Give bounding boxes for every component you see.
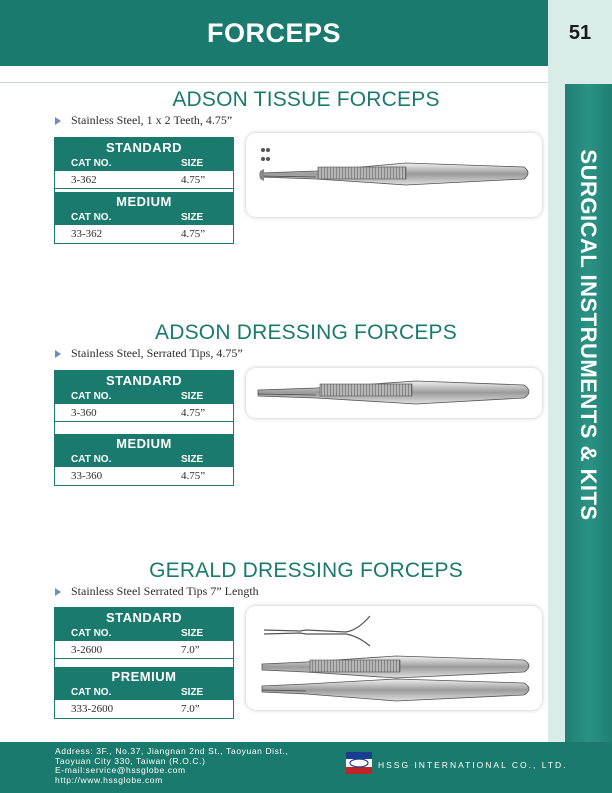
- cat-no-value: 33-362: [71, 228, 103, 240]
- website-link[interactable]: http://www.hssglobe.com: [55, 774, 163, 785]
- size-header: SIZE: [181, 391, 204, 402]
- section-title: GERALD DRESSING FORCEPS: [149, 559, 463, 582]
- product-image-adson-tissue: [246, 133, 542, 217]
- spec-table: [54, 370, 234, 486]
- column-header-row: [55, 390, 233, 404]
- size-header: SIZE: [181, 158, 204, 169]
- table-row: [55, 404, 233, 422]
- grade-header: PREMIUM: [55, 667, 233, 686]
- spec-table: [54, 137, 234, 244]
- column-header-row: [55, 157, 233, 171]
- bullet-icon: [55, 588, 61, 596]
- table-row: [55, 467, 233, 485]
- cat-no-header: CAT NO.: [71, 687, 112, 698]
- company-name: HSSG INTERNATIONAL CO., LTD.: [378, 760, 568, 770]
- section-title: ADSON DRESSING FORCEPS: [155, 321, 457, 344]
- email-link[interactable]: E-mail:service@hssglobe.com: [55, 765, 186, 775]
- cat-no-header: CAT NO.: [71, 212, 112, 223]
- spec-table: [54, 607, 234, 719]
- size-value: 4.75”: [181, 470, 206, 482]
- product-image-gerald-dressing: [246, 606, 542, 710]
- section-title: ADSON TISSUE FORCEPS: [172, 88, 440, 111]
- company-logo-icon: [346, 752, 372, 774]
- table-row: [55, 641, 233, 659]
- size-value: 4.75”: [181, 174, 206, 186]
- size-value: 7.0”: [181, 703, 200, 715]
- table-row: [55, 700, 233, 718]
- grade-header: STANDARD: [55, 371, 233, 390]
- forceps-illustration: [246, 606, 542, 710]
- address-line: Address: 3F., No.37, Jiangnan 2nd St., Taoyuan Dist.,: [55, 746, 289, 756]
- cat-no-value: 33-360: [71, 470, 103, 482]
- cat-no-header: CAT NO.: [71, 391, 112, 402]
- address-line: Taoyuan City 330, Taiwan (R.O.C.): [55, 755, 206, 766]
- group-gap: [55, 659, 233, 667]
- cat-no-value: 3-360: [71, 407, 97, 419]
- page-number: 51: [568, 22, 592, 44]
- forceps-illustration: [246, 368, 542, 418]
- bullet-icon: [55, 117, 61, 125]
- product-description-text: Stainless Steel Serrated Tips 7” Length: [71, 584, 259, 598]
- grade-header: STANDARD: [55, 608, 233, 627]
- grade-header: STANDARD: [55, 138, 233, 157]
- cat-no-header: CAT NO.: [71, 628, 112, 639]
- size-header: SIZE: [181, 687, 204, 698]
- cat-no-header: CAT NO.: [71, 454, 112, 465]
- size-value: 4.75”: [181, 407, 206, 419]
- cat-no-header: CAT NO.: [71, 158, 112, 169]
- size-value: 4.75”: [181, 228, 206, 240]
- column-header-row: [55, 453, 233, 467]
- product-description: [55, 346, 243, 361]
- column-header-row: [55, 686, 233, 700]
- page-title: FORCEPS: [206, 18, 342, 48]
- product-description: [55, 113, 232, 128]
- footer-address: [55, 747, 288, 785]
- product-image-adson-dressing: [246, 368, 542, 418]
- forceps-illustration: [246, 133, 542, 217]
- column-header-row: [55, 627, 233, 641]
- grade-header: MEDIUM: [55, 192, 233, 211]
- size-value: 7.0”: [181, 644, 200, 656]
- table-row: [55, 171, 233, 189]
- sidebar-category-label: SURGICAL INSTRUMENTS & KITS: [576, 149, 601, 521]
- product-description-text: Stainless Steel, 1 x 2 Teeth, 4.75”: [71, 113, 233, 127]
- column-header-row: [55, 211, 233, 225]
- product-description: [55, 584, 259, 599]
- bullet-icon: [55, 350, 61, 358]
- table-row: [55, 225, 233, 243]
- size-header: SIZE: [181, 212, 204, 223]
- size-header: SIZE: [181, 628, 204, 639]
- size-header: SIZE: [181, 454, 204, 465]
- grade-header: MEDIUM: [55, 434, 233, 453]
- divider: [0, 82, 548, 83]
- cat-no-value: 3-362: [71, 174, 97, 186]
- product-description-text: Stainless Steel, Serrated Tips, 4.75”: [71, 346, 243, 360]
- group-gap: [55, 422, 233, 434]
- cat-no-value: 3-2600: [71, 644, 103, 656]
- cat-no-value: 333-2600: [71, 703, 114, 715]
